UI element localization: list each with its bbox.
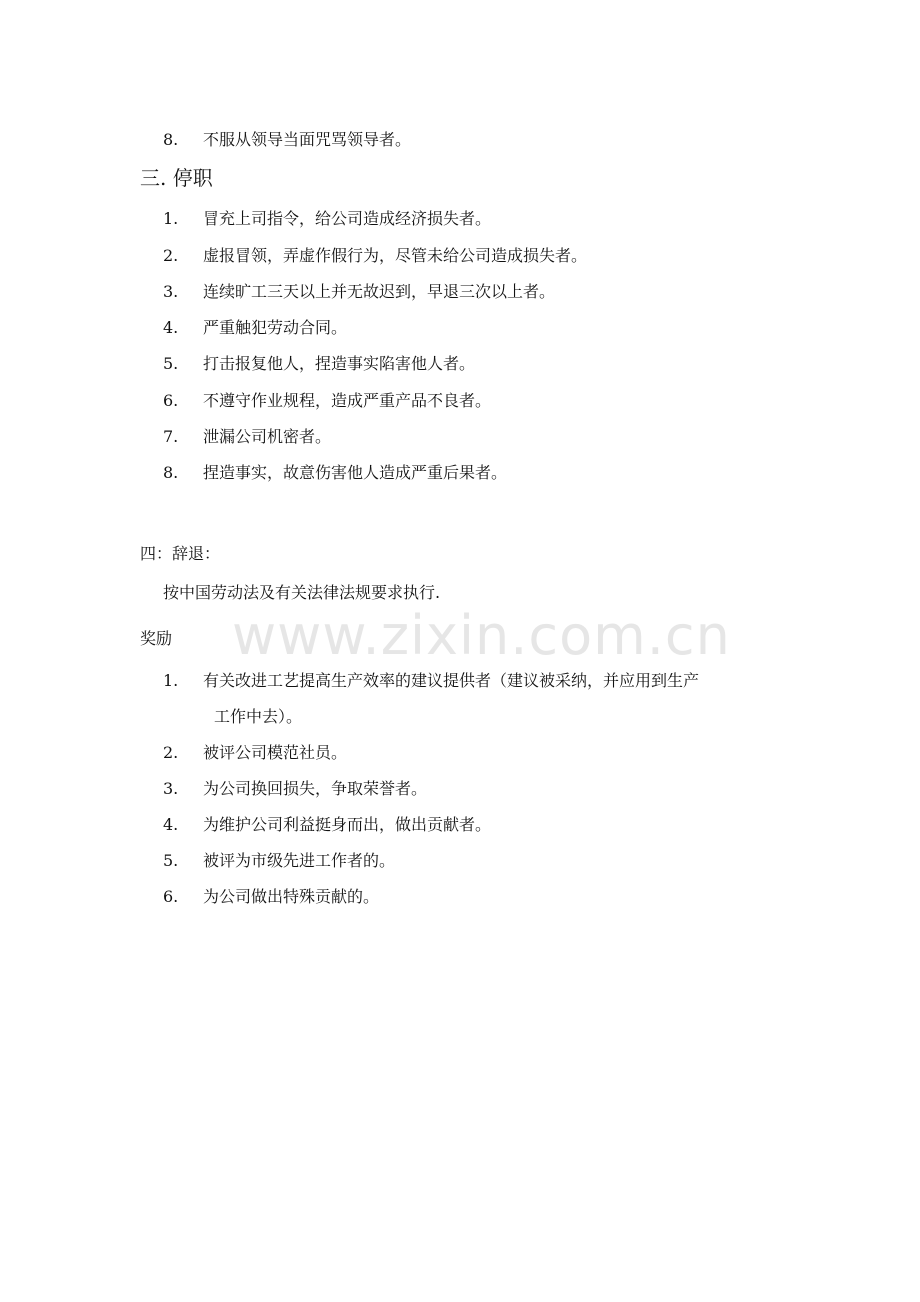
- list-item-text: 打击报复他人，捏造事实陷害他人者。: [203, 354, 476, 373]
- list-item-continuation: 工作中去）。: [214, 707, 303, 726]
- list-item-text: 不服从领导当面咒骂领导者。: [203, 130, 412, 149]
- list-item-text: 连续旷工三天以上并无故迟到，早退三次以上者。: [203, 282, 556, 301]
- list-item-text: 严重触犯劳动合同。: [203, 318, 348, 337]
- list-item-number: 1.: [163, 209, 179, 228]
- list-item-text: 虚报冒领，弄虚作假行为，尽管未给公司造成损失者。: [203, 246, 588, 265]
- section-body-text: 按中国劳动法及有关法律法规要求执行.: [163, 583, 441, 602]
- list-item-text: 被评公司模范社员。: [203, 743, 348, 762]
- section-heading-rewards: 奖励: [140, 629, 173, 648]
- list-item-text: 为维护公司利益挺身而出，做出贡献者。: [203, 815, 492, 834]
- list-item-text: 有关改进工艺提高生产效率的建议提供者（建议被采纳，并应用到生产: [203, 671, 700, 690]
- list-item-number: 2.: [163, 743, 179, 762]
- list-item-number: 7.: [163, 427, 179, 446]
- list-item-text: 为公司换回损失，争取荣誉者。: [203, 779, 428, 798]
- list-item-number: 4.: [163, 318, 179, 337]
- section-heading-suspension: 三. 停职: [140, 166, 213, 190]
- list-item-number: 3.: [163, 282, 179, 301]
- list-item-number: 1.: [163, 671, 179, 690]
- list-item-text: 被评为市级先进工作者的。: [203, 851, 396, 870]
- list-item-number: 4.: [163, 815, 179, 834]
- list-item-number: 8.: [163, 130, 179, 149]
- list-item-number: 8.: [163, 463, 179, 482]
- list-item-text: 捏造事实，故意伤害他人造成严重后果者。: [203, 463, 508, 482]
- list-item-number: 6.: [163, 391, 179, 410]
- list-item-number: 5.: [163, 851, 179, 870]
- list-item-number: 5.: [163, 354, 179, 373]
- list-item-number: 3.: [163, 779, 179, 798]
- list-item-text: 为公司做出特殊贡献的。: [203, 887, 380, 906]
- list-item-number: 2.: [163, 246, 179, 265]
- list-item-number: 6.: [163, 887, 179, 906]
- list-item-text: 冒充上司指令，给公司造成经济损失者。: [203, 209, 492, 228]
- list-item-text: 泄漏公司机密者。: [203, 427, 332, 446]
- list-item-text: 不遵守作业规程，造成严重产品不良者。: [203, 391, 492, 410]
- section-heading-dismissal: 四：辞退：: [140, 544, 221, 563]
- watermark-text: www.zixin.com.cn: [232, 604, 731, 667]
